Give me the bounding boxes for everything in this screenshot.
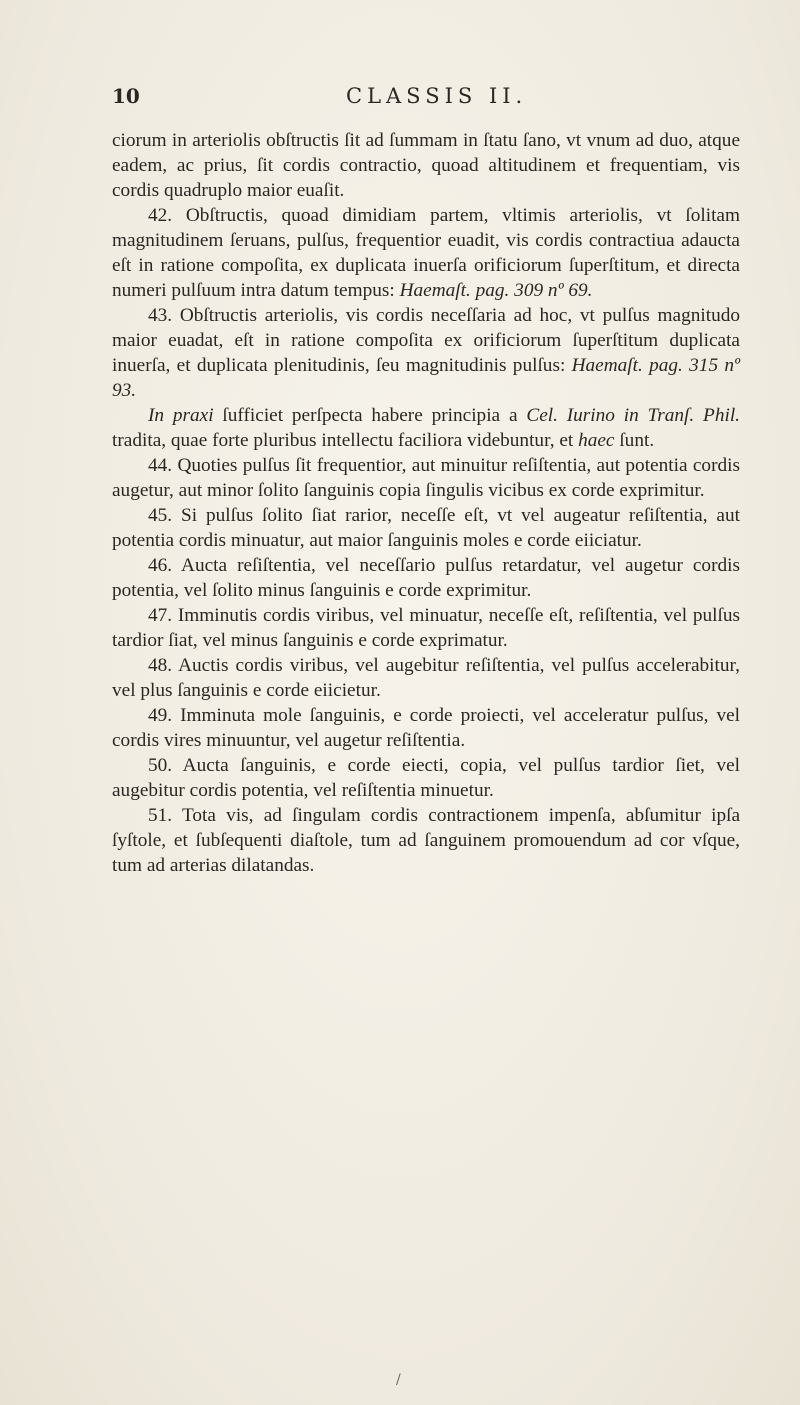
paragraph-49: 49. Imminuta mole ſanguinis, e corde proiecti, vel acceleratur pulſus, vel cordis vires minuuntur, vel augetur reſiſtentia.: [112, 705, 740, 751]
page-header: [96, 84, 736, 114]
page-number: 10: [112, 84, 140, 108]
running-head: CLASSIS II.: [346, 84, 528, 108]
body-text: [112, 128, 740, 878]
footer-mark: /: [396, 1372, 401, 1388]
paragraph-45: 45. Si pulſus ſolito ſiat rarior, neceſſe eſt, vt vel augeatur reſiſtentia, aut potentia cordis minuatur, aut maior ſanguinis moles e corde eiiciatur.: [112, 505, 740, 551]
paragraph-42: 42. Obſtructis, quoad dimidiam partem, vltimis arteriolis, vt ſolitam magnitudinem ſeruans, pulſus, frequentior euadit, vis cordis contractiua adaucta eſt in ratione compoſita, ex duplicata inuerſa orificiorum ſuperſtitum, et directa numeri pulſuum intra datum tempus: Haemaſt. pag. 309 nº 69.: [112, 205, 740, 301]
paragraph-50: 50. Aucta ſanguinis, e corde eiecti, copia, vel pulſus tardior ſiet, vel augebitur cordis potentia, vel reſiſtentia minuetur.: [112, 755, 740, 801]
paragraph-51: 51. Tota vis, ad ſingulam cordis contractionem impenſa, abſumitur ipſa ſyſtole, et ſubſequenti diaſtole, tum ad ſanguinem promouendum ad cor vſque, tum ad arterias dilatandas.: [112, 805, 740, 876]
paragraph-47: 47. Imminutis cordis viribus, vel minuatur, neceſſe eſt, reſiſtentia, vel pulſus tardior ſiat, vel minus ſanguinis e corde exprimatur.: [112, 605, 740, 651]
reference: Haemaſt. pag. 309 nº 69.: [399, 280, 593, 301]
paragraph-44: 44. Quoties pulſus ſit frequentior, aut minuitur reſiſtentia, aut potentia cordis augetur, aut minor ſolito ſanguinis copia ſingulis vicibus ex corde exprimitur.: [112, 455, 740, 501]
reference: Cel. Iurino in Tranſ. Phil.: [526, 405, 740, 426]
paragraph-46: 46. Aucta reſiſtentia, vel neceſſario pulſus retardatur, vel augetur cordis potentia, vel ſolito minus ſanguinis e corde exprimitur.: [112, 555, 740, 601]
paragraph-43: 43. Obſtructis arteriolis, vis cordis neceſſaria ad hoc, vt pulſus magnitudo maior euadat, eſt in ratione compoſita ex orificiorum ſuperſtitum duplicata inuerſa, et duplicata plenitudinis, ſeu magnitudinis pulſus: Haemaſt. pag. 315 nº 93.: [112, 305, 740, 401]
paragraph-in-praxi: In praxi ſufficiet perſpecta habere principia a Cel. Iurino in Tranſ. Phil. tradita, quae forte pluribus intellectu faciliora videbuntur, et haec ſunt.: [112, 405, 740, 451]
paragraph-continuation: ciorum in arteriolis obſtructis ſit ad ſummam in ſtatu ſano, vt vnum ad duo, atque eadem, ac prius, ſit cordis contractio, quoad altitudinem et frequentiam, vis cordis quadruplo maior euaſit.: [112, 130, 740, 201]
reference: Haemaſt. pag. 315 nº 93.: [112, 355, 740, 401]
paragraph-48: 48. Auctis cordis viribus, vel augebitur reſiſtentia, vel pulſus accelerabitur, vel plus ſanguinis e corde eiicietur.: [112, 655, 740, 701]
